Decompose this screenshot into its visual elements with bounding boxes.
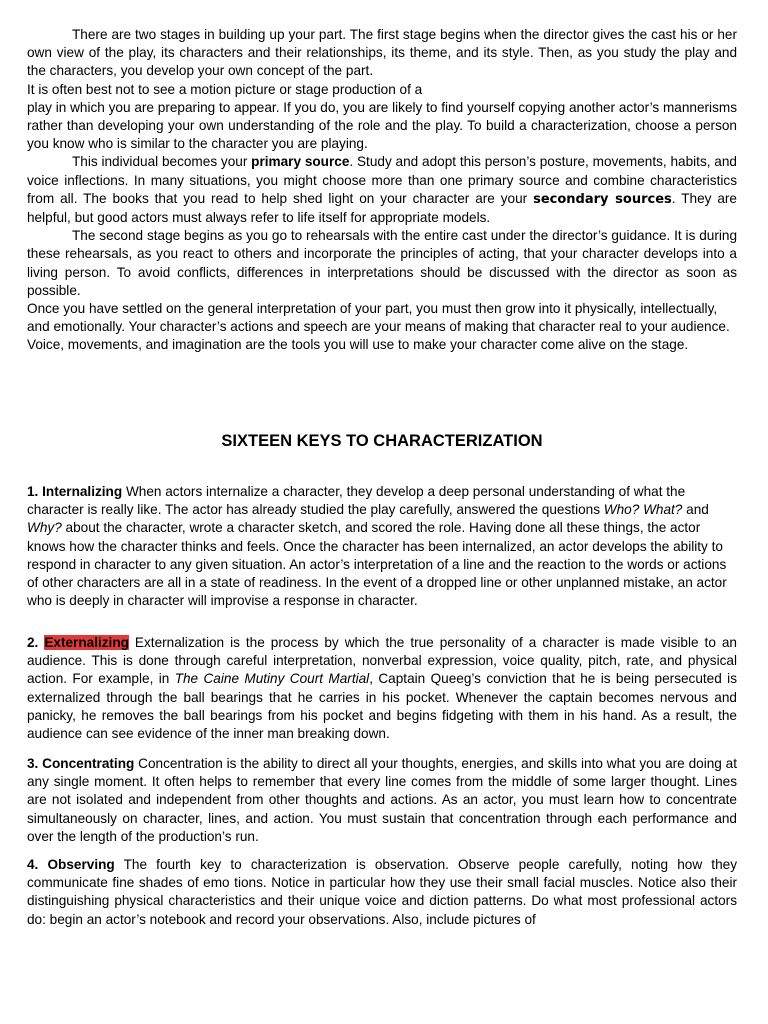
intro-section: [27, 26, 737, 355]
key-4-label: 4. Observing: [27, 857, 115, 872]
key-2: [27, 634, 737, 743]
italic-run: Why?: [27, 520, 62, 536]
text-run: . They are helpful, but good actors must always refer to life itself for appropriate models.: [27, 190, 737, 226]
intro-paragraph-5: Once you have settled on the general interpretation of your part, you must then grow into it physically, intellectually, and emotionally. Your character’s actions and speech are your means of making that character real to your audience. Voice, movements, and imagination are the tools you will use to make your character come alive on the stage.: [27, 301, 730, 353]
intro-paragraph-2-line: It is often best not to see a motion picture or stage production of a: [27, 81, 423, 97]
intro-paragraph-4: The second stage begins as you go to rehearsals with the entire cast under the director’s guidance. It is during these rehearsals, as you react to others and incorporate the principles of acting, that your character develops into a living person. To avoid conflicts, differences in interpretations should be discussed with the director as soon as possible.: [27, 228, 737, 298]
key-1-paragraph: [27, 483, 737, 610]
primary-source-term: primary source: [251, 154, 350, 170]
key-3: [27, 755, 737, 846]
text-run: Externalization is the process by which the true personality of a character is made visible to an audience. This is done through careful interpretation, nonverbal expression, voice quality, pitch, rate, and physical action. For example, in: [27, 635, 737, 687]
secondary-sources-term: secondary sources: [533, 191, 672, 207]
intro-paragraph-3: [27, 153, 737, 227]
key-3-label: 3. Concentrating: [27, 756, 135, 771]
intro-paragraph-1: There are two stages in building up your part. The first stage begins when the director gives the cast his or her own view of the play, its characters and their relationships, its theme, and its style. Then, as you study the play and the characters, you develop your own concept of the part.: [27, 27, 737, 79]
text-run: , Captain Queeg’s conviction that he is being persecuted is externalized through the ball bearings that he carries in his pocket. Whenever the captain becomes nervous and panicky, he removes the ball bearings from his pocket and begins fidgeting with them in his hand. As a result, the audience can see evidence of the inner man breaking down.: [27, 671, 737, 742]
key-1: [27, 483, 737, 610]
key-2-label-highlighted: Externalizing: [44, 635, 129, 650]
text-run: When actors internalize a character, they develop a deep personal understanding of what the character is really like. The actor has already studied the play carefully, answered the questions: [27, 484, 686, 518]
section-heading: SIXTEEN KEYS TO CHARACTERIZATION: [221, 432, 543, 450]
intro-paragraph-2: play in which you are preparing to appear. If you do, you are likely to find yourself copying another actor’s mannerisms rather than developing your own understanding of the role and the play. To build a characterization, choose a person you know who is similar to the character you are playing.: [27, 99, 737, 152]
key-1-label: 1. Internalizing: [27, 484, 123, 499]
key-4: [27, 856, 737, 929]
key-2-paragraph: [27, 634, 737, 743]
text-run: and: [682, 502, 709, 518]
text-run: about the character, wrote a character sketch, and scored the role. Having done all these things, the actor knows how the character thinks and feels. Once the character has been internalized, an actor develops the ability to respond in character to any given situation. An actor’s interpretation of a line and the reaction to the words or actions of other characters are all in a state of readiness. In the event of a dropped line or other unplanned mistake, an actor who is deeply in character will improvise a response in character.: [27, 520, 727, 609]
key-4-paragraph: [27, 856, 737, 929]
text-run: This individual becomes your: [72, 154, 252, 170]
text-run: . Study and adopt this person’s posture, movements, habits, and voice inflections. In many situations, you might choose more than one primary source and combine characteristics from all. The books that you read to help shed light on your character are your: [27, 154, 737, 206]
text-run: The fourth key to characterization is observation. Observe people carefully, noting how they communicate fine shades of emo tions. Notice in particular how they use their small facial muscles. Notice also their distinguishing physical characteristics and their unique voice and diction patterns. Do what most professional actors do: begin an actor’s notebook and record your observations. Also, include pictures of: [27, 857, 737, 927]
key-3-paragraph: [27, 755, 737, 846]
italic-run: The Caine Mutiny Court Martial: [174, 671, 370, 687]
italic-run: Who? What?: [603, 502, 683, 518]
key-2-number: 2.: [27, 635, 45, 650]
text-run: Concentration is the ability to direct all your thoughts, energies, and skills into what you are doing at any single moment. It often helps to remember that every line comes from the middle of some larger thought. Lines are not isolated and independent from other thoughts and actions. As an actor, you must learn how to concentrate simultaneously on character, lines, and action. You must sustain that concentration through each performance and over the length of the production’s run.: [27, 756, 738, 844]
